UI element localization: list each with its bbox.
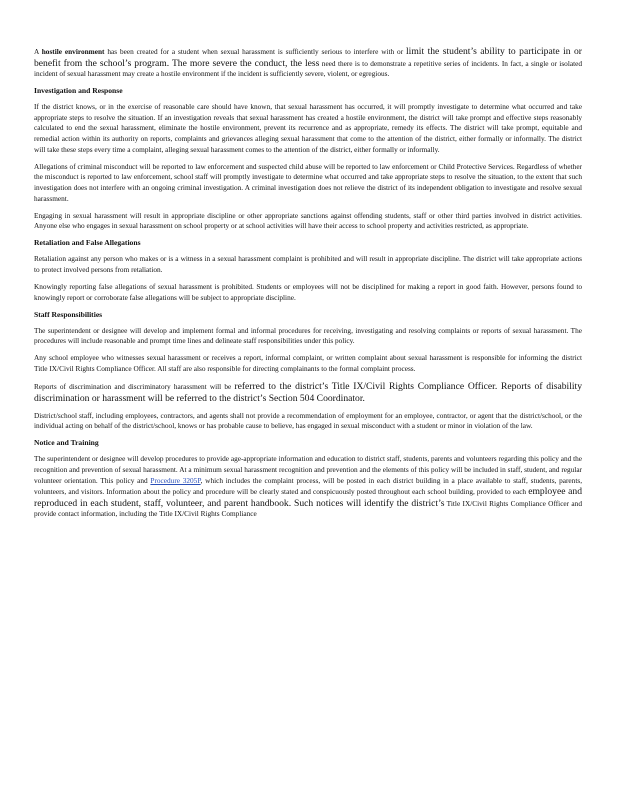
staff-paragraph-3 — [34, 381, 582, 404]
notice-paragraph-1 — [34, 454, 582, 520]
retaliation-paragraph-2: Knowingly reporting false allegations of sexual harassment is prohibited. Students or employees will not be disciplined for making a report in good faith. However, persons found to knowingly report or corroborate false allegations will be subject to appropriate discipline. — [34, 282, 582, 302]
staff-paragraph-1: The superintendent or designee will develop and implement formal and informal procedures for receiving, investigating and resolving complaints or reports of sexual harassment. The procedures will include reasonable and prompt time lines and delineate staff responsibilities under this policy. — [34, 325, 582, 346]
investigation-paragraph-2: Allegations of criminal misconduct will be reported to law enforcement and suspected child abuse will be reported to law enforcement or Child Protective Services. Regardless of whether the misconduct is reported to law enforcement, school staff will promptly investigate to determine what occurred and take appropriate steps to resolve the situation, to the extent that such investigation does not interfere with an ongoing criminal investigation. A criminal investigation does not relieve the district of its independent obligation to investigate and resolve sexual harassment. — [34, 161, 582, 203]
staff-paragraph-3-large: referred to the district’s Title IX/Civil Rights Compliance Officer. Reports of disability discrimination or harassment will be referred to the district’s Section 504 Coordinator. — [34, 381, 582, 404]
notice-text-b: , which includes the complaint process, will be posted in each district building in a place available to staff, students, parents, volunteers, and visitors. Information about the policy and procedure will be clearly stated and conspicuously posted throughout each school building, provided to each — [34, 475, 583, 497]
intro-text-2: need there is to demonstrate a repetitive series of incidents. In fact, a single or isolated incident of sexual harassment may create a hostile environment if the incident is sufficiently severe, violent, or egregious. — [34, 58, 582, 79]
retaliation-paragraph-1: Retaliation against any person who makes or is a witness in a sexual harassment complaint is prohibited and will result in appropriate discipline. The district will take appropriate actions to protect involved persons from retaliation. — [34, 254, 582, 274]
intro-lead: A — [34, 47, 39, 56]
intro-paragraph — [34, 46, 582, 80]
staff-paragraph-3-small: Reports of discrimination and discriminatory harassment will be — [34, 382, 232, 392]
staff-paragraph-2: Any school employee who witnesses sexual harassment or receives a report, informal complaint, or written complaint about sexual harassment is responsible for informing the district Title IX/Civil Rights Compliance Officer. All staff are also responsible for directing complainants to the formal complaint process. — [34, 353, 582, 373]
notice-large-text: employee and reproduced in each student, staff, volunteer, and parent handbook. Such notices will identify the district’s — [34, 486, 583, 509]
investigation-paragraph-1: If the district knows, or in the exercise of reasonable care should have known, that sexual harassment has occurred, it will promptly investigate to determine what occurred and take appropriate steps to resolve the situation. If an investigation reveals that sexual harassment has created a hostile environment, the district will take prompt and effective steps reasonably calculated to end the sexual harassment, eliminate the hostile environment, prevent its recurrence and as appropriate, remedy its effects. The district will take prompt, equitable and remedial action within its authority on reports, complaints and grievances alleging sexual harassment that come to the attention of the district, either formally or informally. The district will take these steps every time a complaint, alleging sexual harassment comes to the attention of the district, either formally or informally. — [34, 102, 582, 154]
retaliation-heading: Retaliation and False Allegations — [34, 238, 141, 248]
investigation-heading: Investigation and Response — [34, 86, 123, 96]
notice-heading: Notice and Training — [34, 438, 99, 448]
notice-text-c: Title IX/Civil Rights Compliance Officer and provide contact information, including the Title IX/Civil Rights Compliance — [34, 498, 582, 519]
intro-text-1: has been created for a student when sexual harassment is sufficiently serious to interfere with or — [107, 47, 404, 56]
staff-paragraph-4: District/school staff, including employees, contractors, and agents shall not provide a recommendation of employment for an employee, contractor, or agent that the district/school, or the individual acting on behalf of the district/school, knows or has probable cause to believe, has engaged in sexual misconduct with a student or minor in violation of the law. — [34, 410, 582, 431]
hostile-environment-term: hostile environment — [41, 47, 105, 56]
investigation-paragraph-3: Engaging in sexual harassment will result in appropriate discipline or other appropriate sanctions against offending students, staff or other third parties involved in district activities. Anyone else who engages in sexual harassment on school property or at school activities will have their access to school property and activities restricted, as appropriate. — [34, 210, 582, 231]
staff-heading: Staff Responsibilities — [34, 309, 103, 319]
notice-text-a: The superintendent or designee will develop procedures to provide age-appropriate information and education to district staff, students, parents and volunteers regarding this policy and the recognition and prevention of sexual harassment. At a minimum sexual harassment recognition and prevention and the elements of this policy will be included in staff, student, and regular volunteer orientation. This policy and — [34, 454, 582, 485]
procedure-link[interactable]: Procedure 3205P — [150, 475, 201, 485]
intro-large-text: limit the student’s ability to participate in or benefit from the school’s program. The more severe the conduct, the less — [34, 46, 582, 69]
policy-document — [34, 46, 582, 527]
